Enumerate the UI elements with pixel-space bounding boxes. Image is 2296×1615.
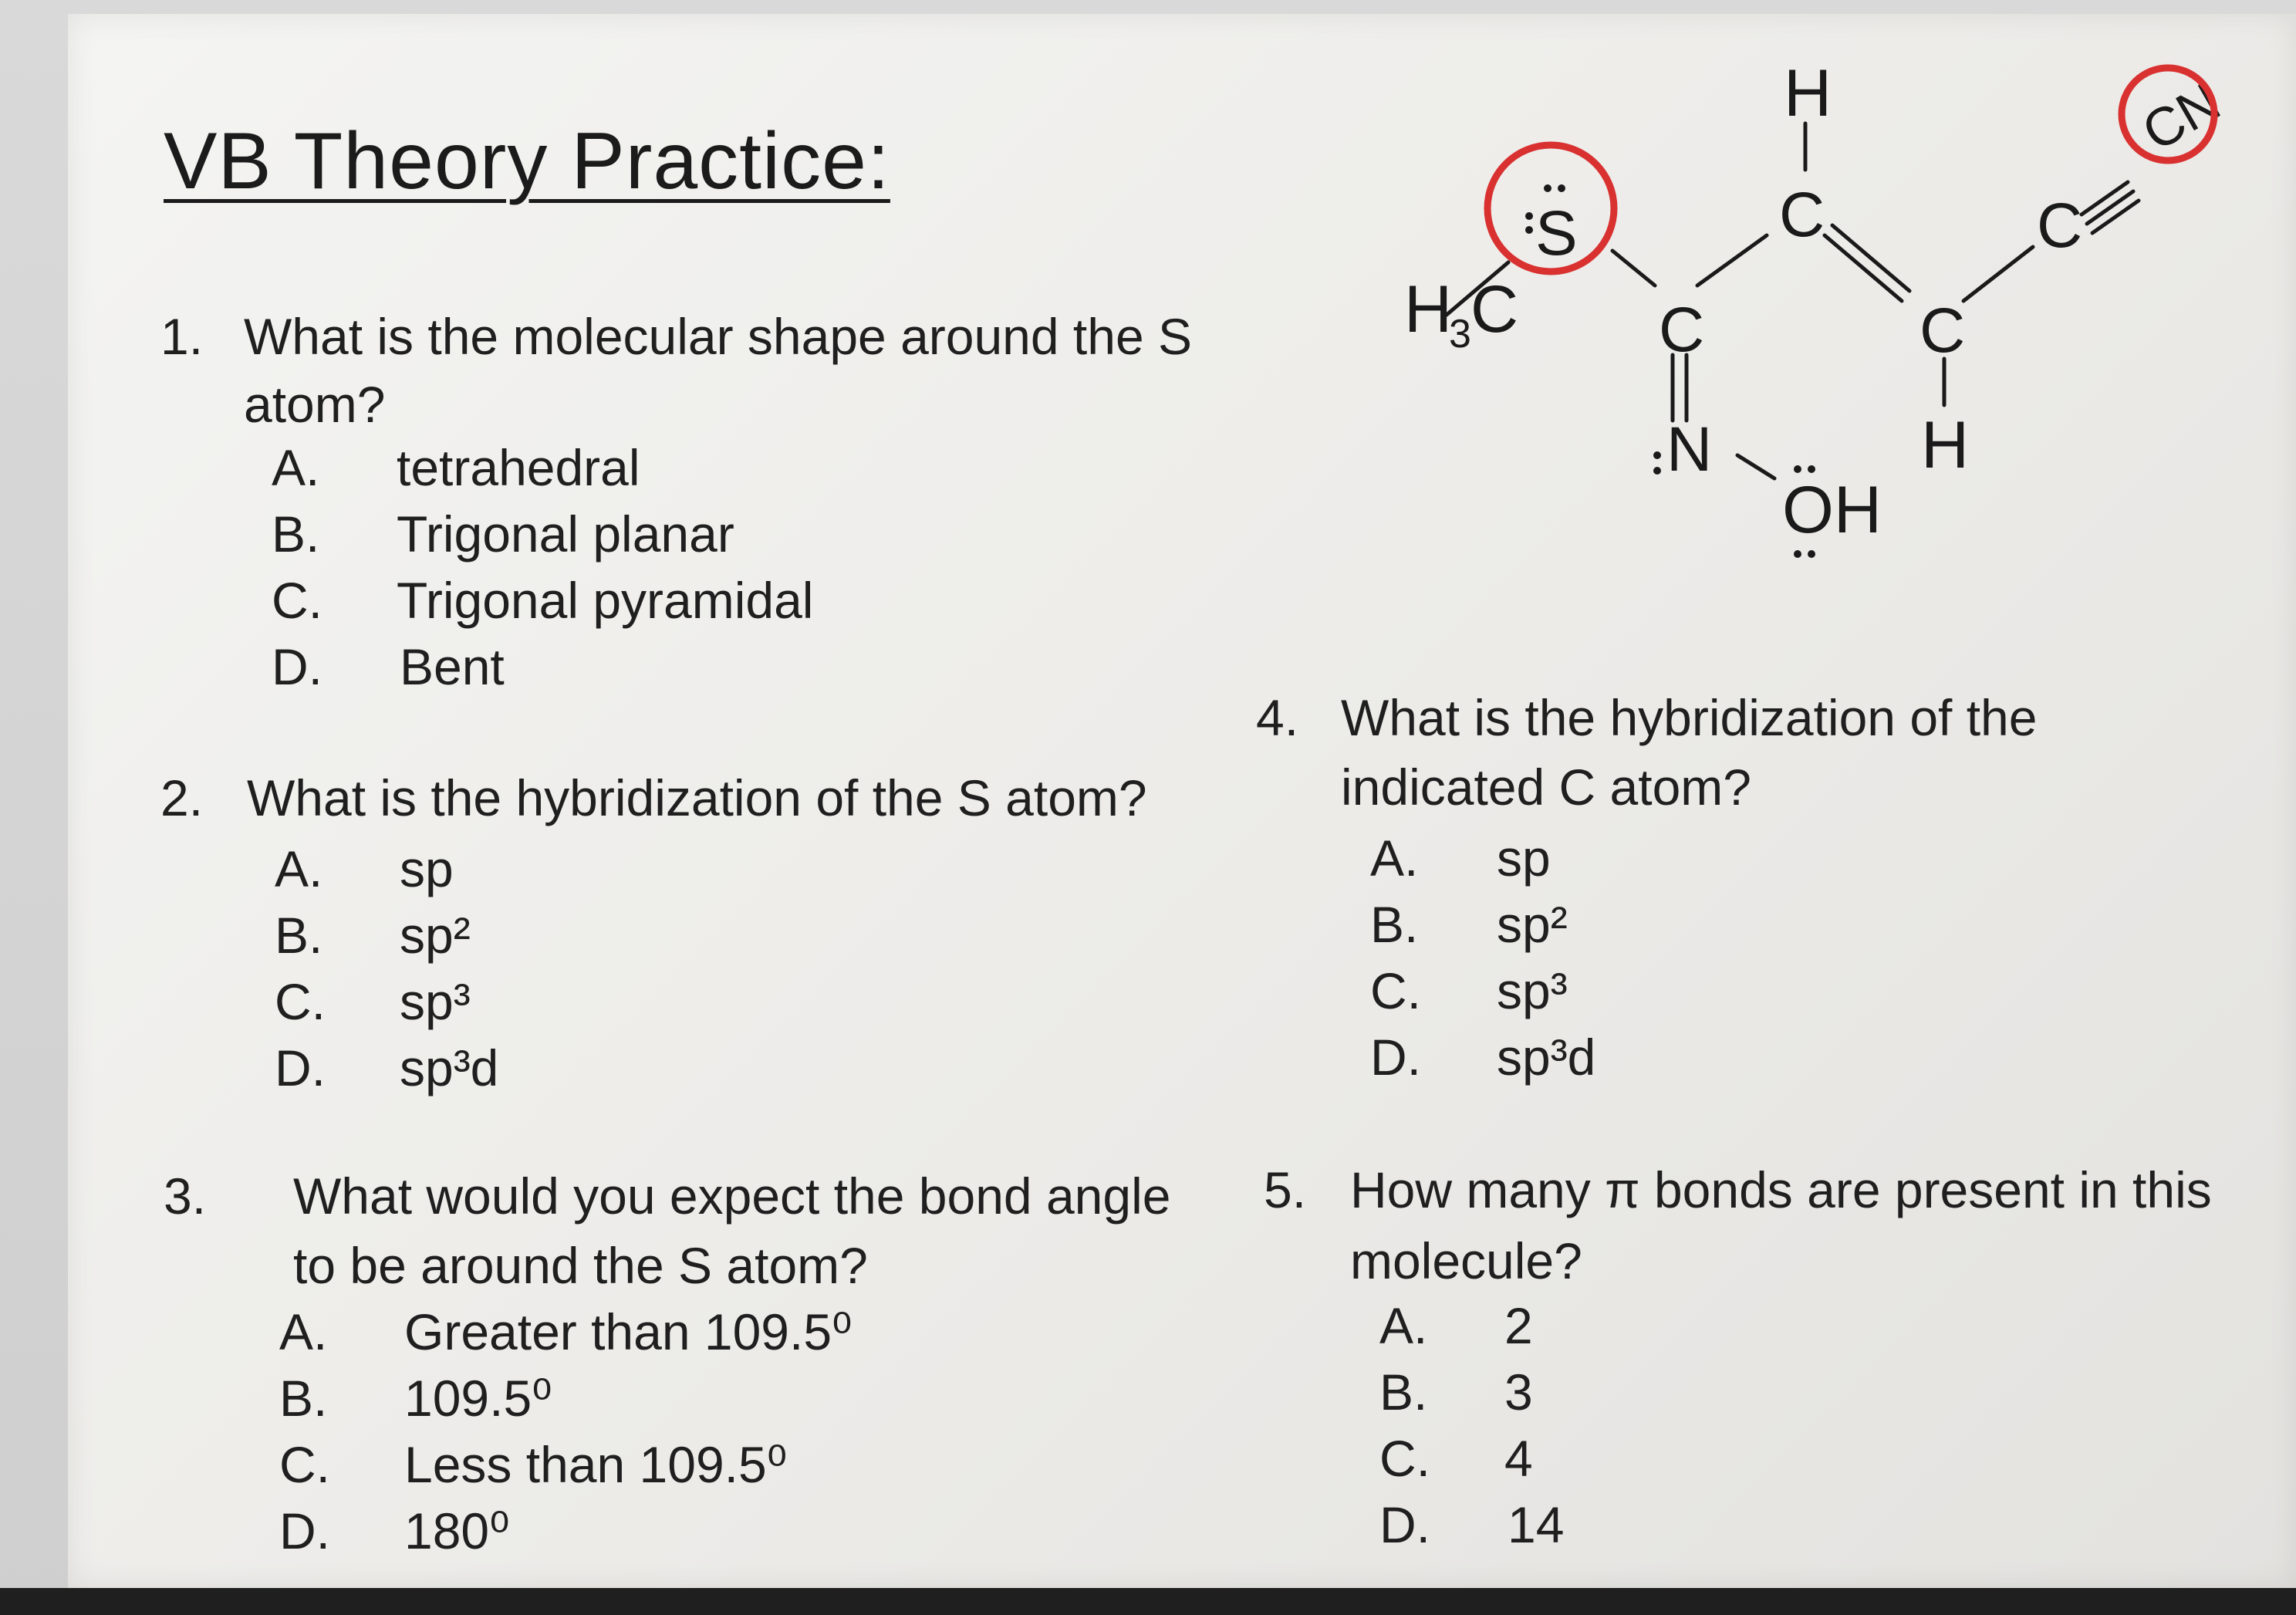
atom-c3: C: [1779, 180, 1825, 250]
question-2-stem-line1: What is the hybridization of the S atom?: [247, 769, 1147, 826]
atom-oh: OH: [1782, 473, 1882, 547]
bond-n-o: [1737, 455, 1774, 478]
atom-cn: CN: [2132, 71, 2230, 163]
question-4-stem-line1: What is the hybridization of the: [1341, 689, 2038, 746]
atom-ch3-h: H: [1404, 272, 1453, 346]
question-5-stem-line2: molecule?: [1350, 1232, 1582, 1289]
atom-n: N: [1666, 414, 1713, 485]
bond-s-c2: [1612, 251, 1655, 285]
atom-s: S: [1535, 198, 1578, 269]
atom-ch3-c: C: [1470, 272, 1519, 346]
question-4: [1256, 684, 2259, 823]
atom-c4: C: [1920, 296, 1966, 366]
question-1-number: 1.: [160, 308, 204, 365]
slide-title: VB Theory Practice:: [164, 117, 890, 206]
question-1: [160, 302, 1241, 441]
question-3-number: 3.: [164, 1167, 207, 1225]
bond-c2-c3: [1697, 235, 1767, 285]
question-4-stem-line2: indicated C atom?: [1341, 759, 1751, 816]
question-5-number: 5.: [1264, 1161, 1307, 1218]
question-4-number: 4.: [1256, 689, 1299, 746]
question-3-stem-line2: to be around the S atom?: [293, 1237, 868, 1294]
question-3: [164, 1162, 1244, 1301]
question-5: [1264, 1156, 2282, 1295]
question-1-stem-line2: atom?: [244, 376, 386, 433]
question-5-stem-line1: How many π bonds are present in this: [1350, 1161, 2212, 1218]
atom-ch3-subscript: 3: [1449, 312, 1471, 356]
bond-c3-c4-1: [1825, 235, 1902, 301]
bond-c3-c4-2: [1832, 225, 1909, 291]
atom-h-top: H: [1784, 56, 1832, 130]
atom-c5: C: [2037, 191, 2083, 261]
question-1-stem-line1: What is the molecular shape around the S: [244, 308, 1193, 365]
atom-c2: C: [1659, 295, 1705, 365]
question-3-stem-line1: What would you expect the bond angle: [293, 1167, 1171, 1225]
question-2-number: 2.: [160, 769, 204, 826]
bond-c4-c5: [1963, 247, 2033, 301]
screen-bottom-edge: [0, 1588, 2296, 1615]
n-lone-pair: [1653, 451, 1661, 475]
molecule-structure: [1312, 23, 2296, 594]
question-2: [160, 764, 1241, 833]
atom-h-bottom: H: [1921, 408, 1970, 482]
